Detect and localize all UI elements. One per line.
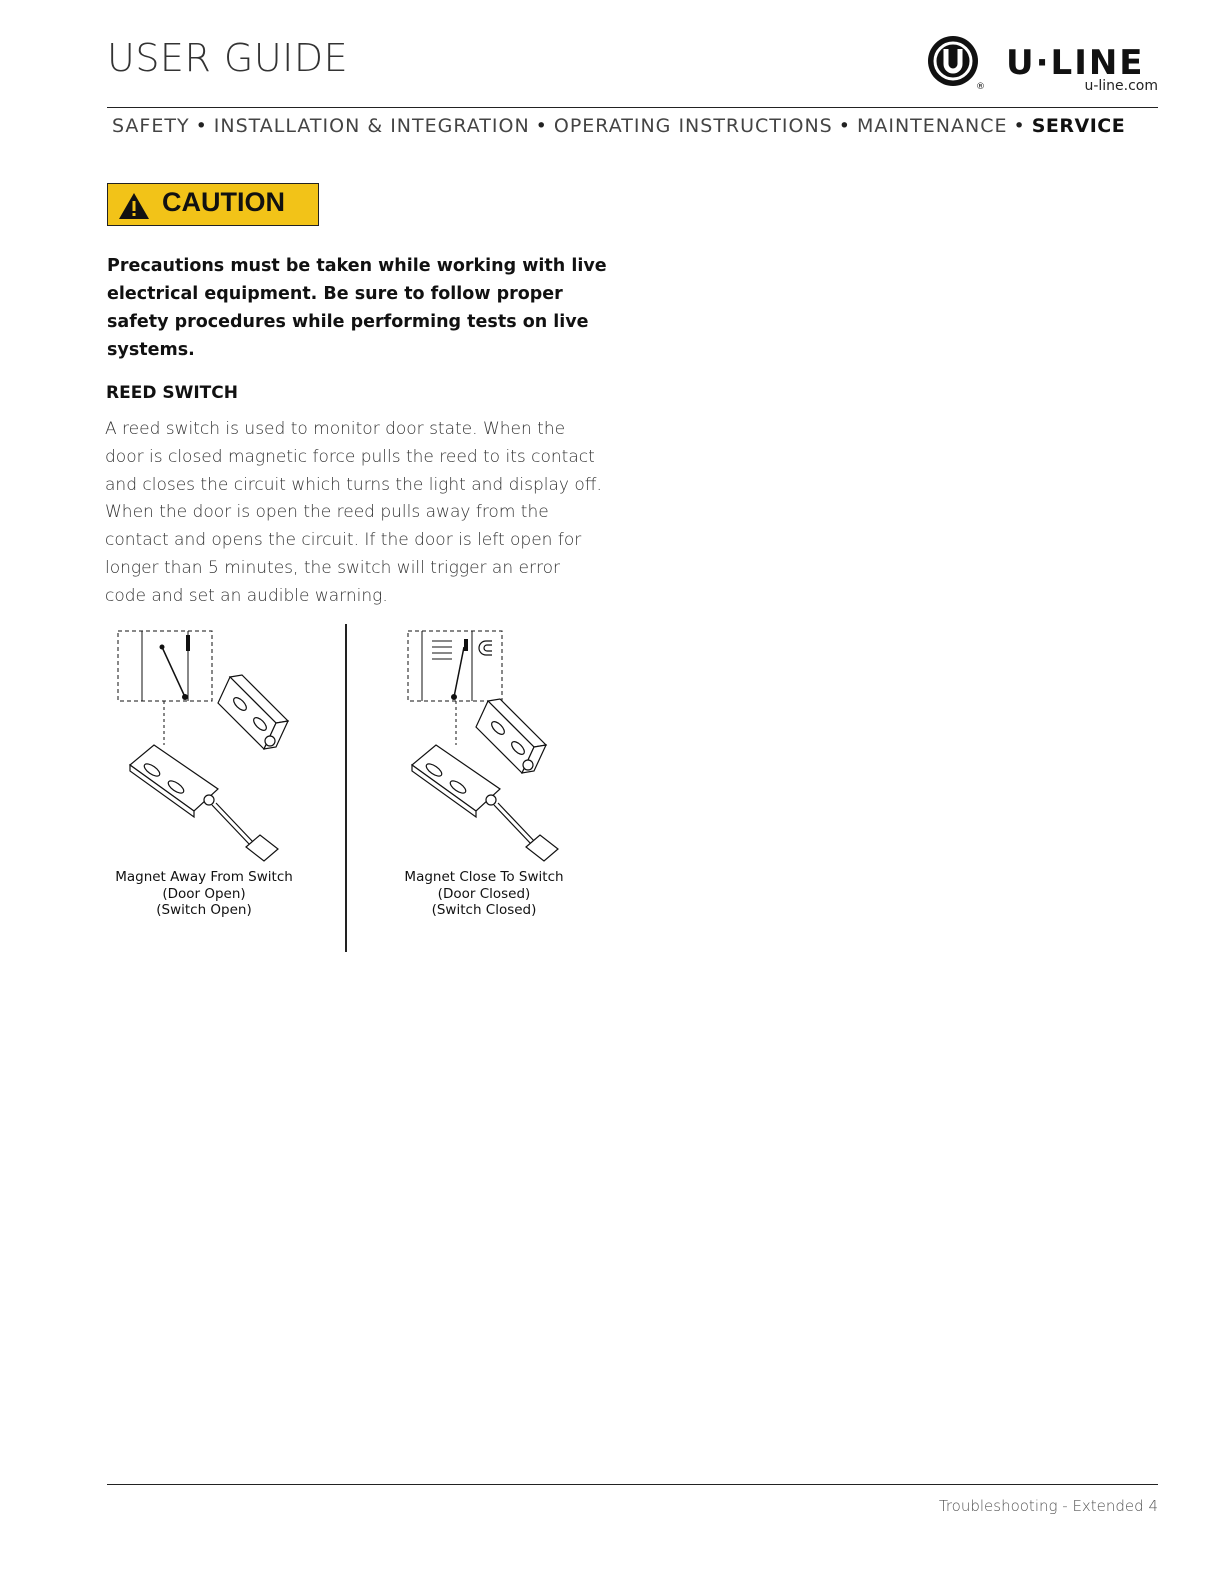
section-nav — [112, 115, 1125, 137]
nav-bullet: • — [195, 115, 208, 137]
header-divider — [107, 107, 1158, 108]
brand-url: u-line.com — [1084, 78, 1158, 94]
reed-switch-open-diagram — [110, 625, 300, 865]
caution-badge — [107, 183, 319, 226]
page-footer: Troubleshooting - Extended 4 — [938, 1497, 1158, 1515]
nav-item-operating: OPERATING INSTRUCTIONS — [553, 115, 833, 137]
nav-bullet: • — [838, 115, 851, 137]
caution-label: CAUTION — [162, 187, 285, 217]
nav-item-installation: INSTALLATION & INTEGRATION — [213, 115, 530, 137]
page-title: USER GUIDE — [107, 36, 349, 80]
brand-wordmark: U·LINE — [1006, 43, 1145, 83]
nav-item-maintenance: MAINTENANCE — [856, 115, 1008, 137]
safety-warning-text: Precautions must be taken while working with live electrical equipment. Be sure to follow proper safety procedures while performing tests on live systems. — [107, 256, 607, 360]
warning-triangle-icon — [118, 192, 150, 220]
figure-divider — [345, 624, 347, 952]
svg-text:®: ® — [976, 82, 985, 92]
nav-item-safety: SAFETY — [112, 115, 190, 137]
footer-divider — [107, 1484, 1158, 1485]
nav-bullet: • — [1013, 115, 1026, 137]
caption-switch-closed: Magnet Close To Switch (Door Closed) (Switch Closed) — [404, 869, 564, 918]
section-heading: REED SWITCH — [106, 383, 238, 403]
nav-item-service: SERVICE — [1031, 115, 1126, 137]
reed-switch-closed-diagram — [400, 625, 590, 865]
section-body: A reed switch is used to monitor door state. When the door is closed magnetic force pulls the reed to its contact and closes the circuit which turns the light and display off. When the door is open the reed pulls away from the contact and opens the circuit. If the door is left open for longer than 5 minutes, the switch will trigger an error code and set an audible warning. — [105, 419, 602, 606]
caption-switch-open: Magnet Away From Switch (Door Open) (Switch Open) — [115, 869, 293, 918]
nav-bullet: • — [535, 115, 548, 137]
